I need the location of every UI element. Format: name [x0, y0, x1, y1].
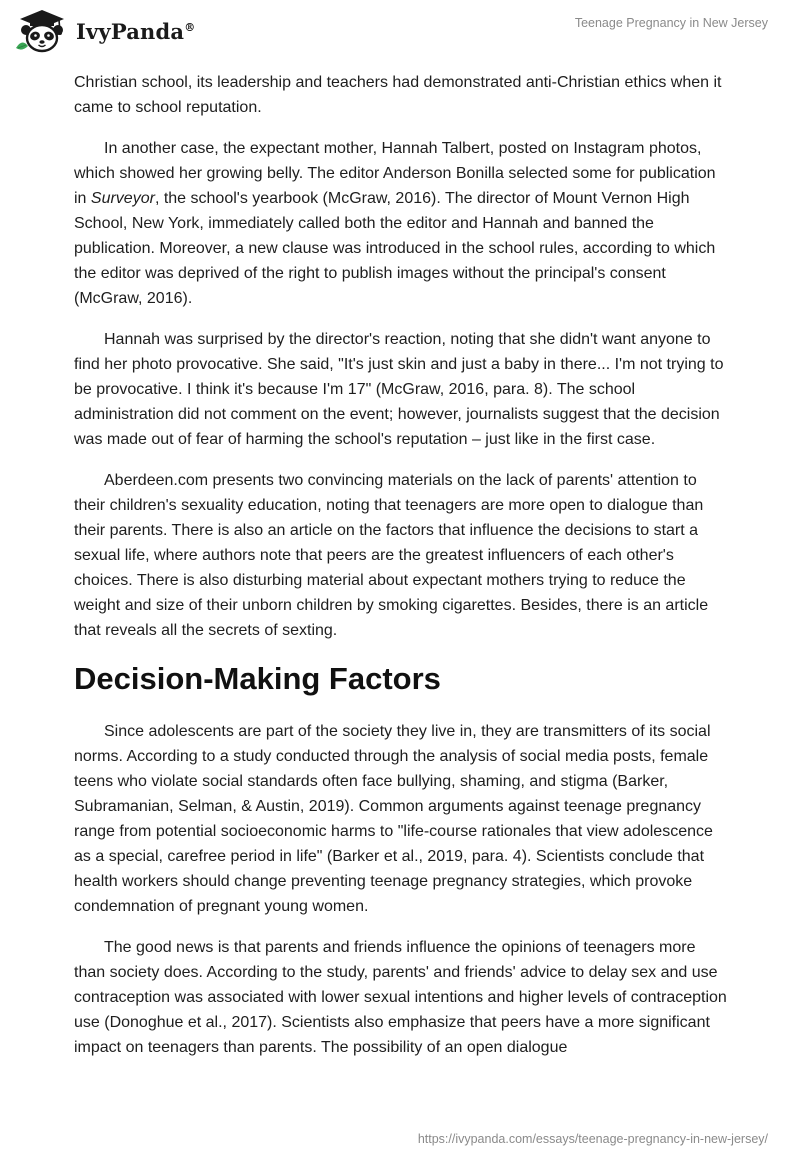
paragraph-aberdeen: Aberdeen.com presents two convincing materials on the lack of parents' attention to their children's sexuality education, noting that teenagers are more open to dialogue than their parents. There is also an article on the factors that influence the decisions to start a sexual life, where authors note that peers are the greatest influencers of each other's choices. There is also disturbing material about expectant mothers trying to reduce the weight and size of their unborn children by smoking cigarettes. Besides, there is an article that reveals all the secrets of sexting. — [74, 472, 709, 639]
essay-body — [74, 70, 730, 1076]
panda-graduate-icon — [14, 8, 70, 54]
paragraph-parents-friends: The good news is that parents and friends influence the opinions of teenagers more than society does. According to the study, parents' and friends' advice to delay sex and use contraception was associated with lower sexual intentions and higher levels of contraception use (Donoghue et al., 2017). Scientists also emphasize that peers have a more significant impact on teenagers than parents. The possibility of an open dialogue — [74, 939, 727, 1056]
section-heading: Decision-Making Factors — [74, 661, 441, 696]
brand-logo[interactable] — [14, 8, 195, 54]
document-title: Teenage Pregnancy in New Jersey — [574, 16, 768, 30]
source-url-link[interactable]: https://ivypanda.com/essays/teenage-pregnancy-in-new-jersey/ — [417, 1132, 768, 1146]
brand-name: IvyPanda® — [76, 18, 196, 44]
paragraph-continued: Christian school, its leadership and teachers had demonstrated anti-Christian ethics when it came to school reputation. — [74, 74, 722, 116]
paragraph-director-reaction: Hannah was surprised by the director's reaction, noting that she didn't want anyone to find her photo provocative. She said, "It's just skin and just a baby in there... I'm not trying to be provocative. I think it's because I'm 17" (McGraw, 2016, para. 8). The school administration did not comment on the event; however, journalists suggest that the decision was made out of fear of harming the school's reputation – just like in the first case. — [74, 331, 724, 448]
yearbook-title: Surveyor — [90, 190, 155, 207]
paragraph-hannah-talbert: In another case, the expectant mother, Hannah Talbert, posted on Instagram photos, which showed her growing belly. The editor Anderson Bonilla selected some for publication in Surveyor, the school's yearbook (McGraw, 2016). The director of Mount Vernon High School, New York, immediately called both the editor and Hannah and banned the publication. Moreover, a new clause was introduced in the school rules, according to which the editor was deprived of the right to publish images without the principal's consent (McGraw, 2016). — [74, 140, 716, 307]
paragraph-social-norms: Since adolescents are part of the society they live in, they are transmitters of its social norms. According to a study conducted through the analysis of social media posts, female teens who violate social standards often face bullying, shaming, and stigma (Barker, Subramanian, Selman, & Austin, 2019). Common arguments against teenage pregnancy range from potential socioeconomic harms to "life-course rationales that view adolescence as a special, carefree period in life" (Barker et al., 2019, para. 4). Scientists conclude that health workers should change preventing teenage pregnancy strategies, which provoke condemnation of pregnant young women. — [74, 723, 713, 915]
page-header — [0, 0, 800, 62]
